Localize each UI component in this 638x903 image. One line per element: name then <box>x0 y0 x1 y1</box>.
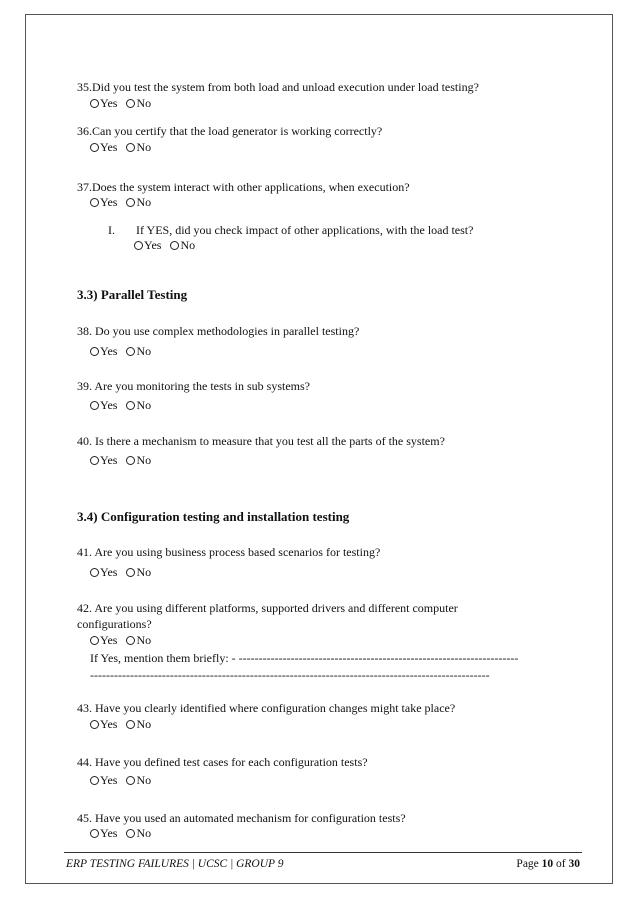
question-42-cont: configurations? <box>77 617 152 631</box>
question-37-sub-i: If YES, did you check impact of other applications, with the load test? <box>136 223 474 237</box>
q37-options <box>90 195 151 209</box>
question-44: 44. Have you defined test cases for each configuration tests? <box>77 755 368 769</box>
q36-no-radio[interactable] <box>126 143 135 152</box>
yes-label: Yes <box>100 717 118 731</box>
question-39: 39. Are you monitoring the tests in sub systems? <box>77 379 310 393</box>
yes-label: Yes <box>100 96 118 110</box>
q45-no-radio[interactable] <box>126 829 135 838</box>
q41-no-radio[interactable] <box>126 568 135 577</box>
footer-divider <box>64 852 582 853</box>
q37i-options <box>134 238 195 252</box>
question-41: 41. Are you using business process based scenarios for testing? <box>77 545 381 559</box>
q40-yes-radio[interactable] <box>90 456 99 465</box>
yes-label: Yes <box>100 344 118 358</box>
q36-options <box>90 140 151 154</box>
footer-title: ERP TESTING FAILURES | UCSC | GROUP 9 <box>66 858 284 870</box>
q39-yes-radio[interactable] <box>90 401 99 410</box>
of-label: of <box>556 858 566 870</box>
q39-options <box>90 398 151 412</box>
q35-no-radio[interactable] <box>126 99 135 108</box>
q45-options <box>90 826 151 840</box>
q41-options <box>90 565 151 579</box>
q36-yes-radio[interactable] <box>90 143 99 152</box>
q41-yes-radio[interactable] <box>90 568 99 577</box>
q37i-no-radio[interactable] <box>170 241 179 250</box>
q37i-yes-radio[interactable] <box>134 241 143 250</box>
q43-no-radio[interactable] <box>126 720 135 729</box>
yes-label: Yes <box>100 826 118 840</box>
q43-yes-radio[interactable] <box>90 720 99 729</box>
question-42: 42. Are you using different platforms, supported drivers and different computer <box>77 601 458 615</box>
question-40: 40. Is there a mechanism to measure that you test all the parts of the system? <box>77 434 445 448</box>
no-label: No <box>136 717 152 731</box>
yes-label: Yes <box>100 195 118 209</box>
q37-yes-radio[interactable] <box>90 198 99 207</box>
yes-label: Yes <box>144 238 162 252</box>
q42-followup-line1[interactable]: If Yes, mention them briefly: - ---------------------------------------------------------------------- <box>90 651 519 665</box>
no-label: No <box>136 96 152 110</box>
q44-yes-radio[interactable] <box>90 776 99 785</box>
no-label: No <box>136 398 152 412</box>
no-label: No <box>136 140 152 154</box>
section-heading-parallel: 3.3) Parallel Testing <box>77 287 188 302</box>
q45-yes-radio[interactable] <box>90 829 99 838</box>
no-label: No <box>136 826 152 840</box>
no-label: No <box>136 565 152 579</box>
page-total: 30 <box>568 858 580 870</box>
q35-options <box>90 96 151 110</box>
q44-options <box>90 773 151 787</box>
no-label: No <box>136 633 152 647</box>
q39-no-radio[interactable] <box>126 401 135 410</box>
question-35: 35.Did you test the system from both load and unload execution under load testing? <box>77 80 479 94</box>
no-label: No <box>136 195 152 209</box>
q38-options <box>90 344 151 358</box>
yes-label: Yes <box>100 453 118 467</box>
q42-no-radio[interactable] <box>126 636 135 645</box>
q37-no-radio[interactable] <box>126 198 135 207</box>
no-label: No <box>136 453 152 467</box>
q38-yes-radio[interactable] <box>90 347 99 356</box>
question-43: 43. Have you clearly identified where configuration changes might take place? <box>77 701 456 715</box>
question-36: 36.Can you certify that the load generator is working correctly? <box>77 124 383 138</box>
sub-item-marker: I. <box>108 223 115 237</box>
q40-no-radio[interactable] <box>126 456 135 465</box>
no-label: No <box>136 344 152 358</box>
q42-followup-line2[interactable]: ---------------------------------------------------------------------------------------------------- <box>90 668 490 682</box>
q35-yes-radio[interactable] <box>90 99 99 108</box>
page-current: 10 <box>541 858 554 870</box>
section-heading-configuration: 3.4) Configuration testing and installation testing <box>77 509 350 524</box>
no-label: No <box>136 773 152 787</box>
question-45: 45. Have you used an automated mechanism for configuration tests? <box>77 811 406 825</box>
q44-no-radio[interactable] <box>126 776 135 785</box>
q40-options <box>90 453 151 467</box>
yes-label: Yes <box>100 398 118 412</box>
question-38: 38. Do you use complex methodologies in parallel testing? <box>77 324 360 338</box>
page-label: Page <box>516 858 539 870</box>
q43-options <box>90 717 151 731</box>
yes-label: Yes <box>100 140 118 154</box>
yes-label: Yes <box>100 773 118 787</box>
q42-yes-radio[interactable] <box>90 636 99 645</box>
no-label: No <box>180 238 196 252</box>
q42-options <box>90 633 151 647</box>
footer-page-number <box>516 858 580 870</box>
yes-label: Yes <box>100 633 118 647</box>
q38-no-radio[interactable] <box>126 347 135 356</box>
question-37: 37.Does the system interact with other applications, when execution? <box>77 180 410 194</box>
yes-label: Yes <box>100 565 118 579</box>
